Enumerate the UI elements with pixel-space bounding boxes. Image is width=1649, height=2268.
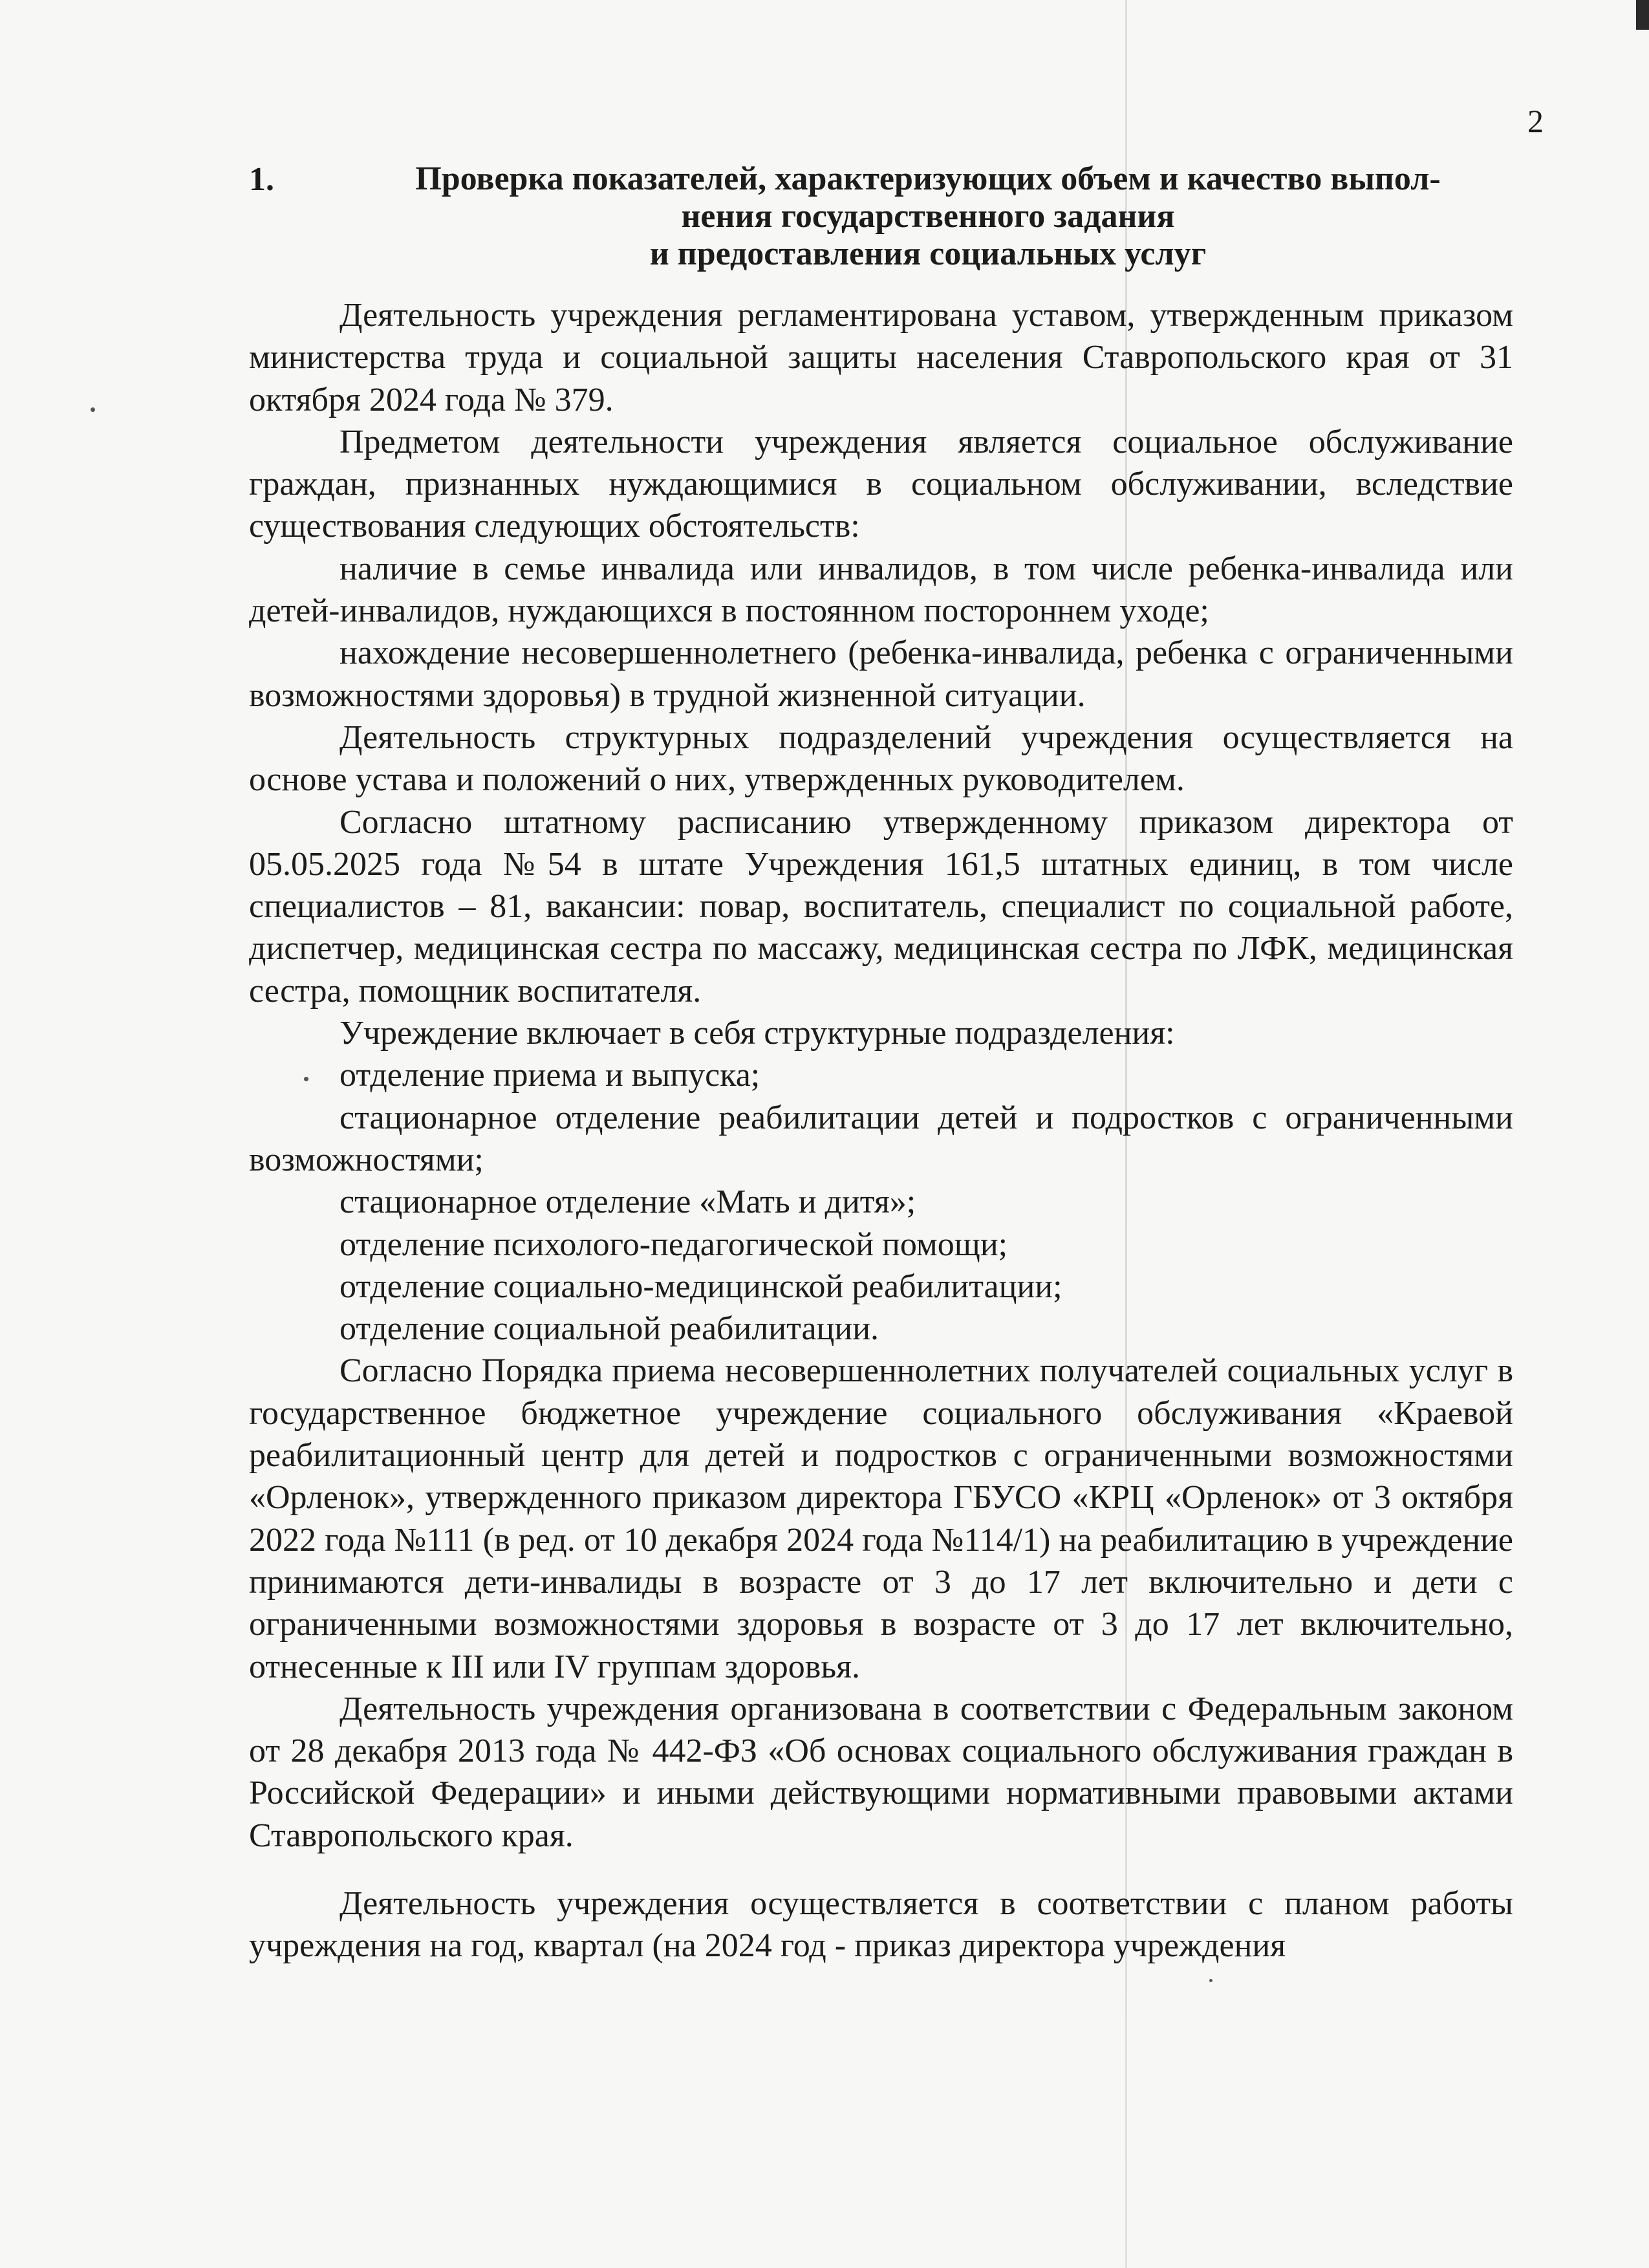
list-item: отделение психолого-педагогической помощи; bbox=[339, 1226, 1008, 1263]
scan-speck bbox=[1209, 1979, 1212, 1982]
list-item: отделение социально-медицинской реабилитации; bbox=[339, 1268, 1062, 1305]
list-item: стационарное отделение «Мать и дитя»; bbox=[339, 1183, 916, 1221]
section-title-line: Проверка показателей, характеризующих объем и качество выпол- bbox=[415, 160, 1441, 197]
paragraph: Предметом деятельности учреждения является социальное обслуживание граждан, признанных нуждающимися в социальном обслуживании, вследствие существования следующих обстоятельств: bbox=[249, 423, 1513, 545]
list-item: стационарное отделение реабилитации детей и подростков с ограниченными возможностями; bbox=[249, 1099, 1513, 1178]
page-number: 2 bbox=[1527, 103, 1544, 139]
paragraph: Деятельность структурных подразделений учреждения осуществляется на основе устава и положений о них, утвержденных руководителем. bbox=[249, 718, 1513, 799]
paragraph: Деятельность учреждения регламентирована уставом, утвержденным приказом министерства труда и социальной защиты населения Ставропольского края от 31 октября 2024 года № 379. bbox=[249, 297, 1513, 418]
scan-edge-shadow bbox=[1636, 0, 1649, 30]
section-title-line: и предоставления социальных услуг bbox=[649, 235, 1207, 272]
document-body bbox=[249, 294, 1513, 1967]
paragraph: наличие в семье инвалида или инвалидов, в том числе ребенка-инвалида или детей-инвалидов, нуждающихся в постоянном постороннем уходе; bbox=[249, 550, 1513, 630]
section-title bbox=[333, 160, 1523, 273]
paragraph: нахождение несовершеннолетнего (ребенка-инвалида, ребенка с ограниченными возможностями здоровья) в трудной жизненной ситуации. bbox=[249, 634, 1513, 714]
paragraph: Учреждение включает в себя структурные подразделения: bbox=[339, 1015, 1175, 1052]
scan-speck bbox=[91, 407, 95, 412]
paragraph-gap bbox=[249, 1857, 1513, 1883]
paragraph: Деятельность учреждения организована в соответствии с Федеральным законом от 28 декабря 2013 года № 442-ФЗ «Об основах социального обслуживания граждан в Российской Федерации» и иными действующими нормативными правовыми актами Ставропольского края. bbox=[249, 1690, 1513, 1854]
paragraph: Согласно Порядка приема несовершеннолетних получателей социальных услуг в государственное бюджетное учреждение социального обслуживания «Краевой реабилитационный центр для детей и подростков с ограниченными возможностями «Орленок», утвержденного приказом директора ГБУСО «КРЦ «Орленок» от 3 октября 2022 года №111 (в ред. от 10 декабря 2024 года №114/1) на реабилитацию в учреждение принимаются дети-инвалиды в возрасте от 3 до 17 лет включительно и дети с ограниченными возможностями здоровья в возрасте от 3 до 17 лет включительно, отнесенные к III или IV группам здоровья. bbox=[249, 1352, 1513, 1685]
section-number: 1. bbox=[249, 161, 274, 198]
paragraph: Согласно штатному расписанию утвержденному приказом директора от 05.05.2025 года №54 в штате Учреждения 161,5 штатных единиц, в том числе специалистов – 81, вакансии: повар, воспитатель, специалист по социальной работе, диспетчер, медицинская сестра по массажу, медицинская сестра по ЛФК, медицинская сестра, помощник воспитателя. bbox=[249, 803, 1513, 1010]
paragraph: Деятельность учреждения осуществляется в соответствии с планом работы учреждения на год, квартал (на 2024 год - приказ директора учреждения bbox=[249, 1885, 1513, 1965]
section-title-line: нения государственного задания bbox=[681, 198, 1175, 235]
list-item: отделение социальной реабилитации. bbox=[339, 1310, 879, 1348]
list-item: отделение приема и выпуска; bbox=[339, 1057, 760, 1094]
